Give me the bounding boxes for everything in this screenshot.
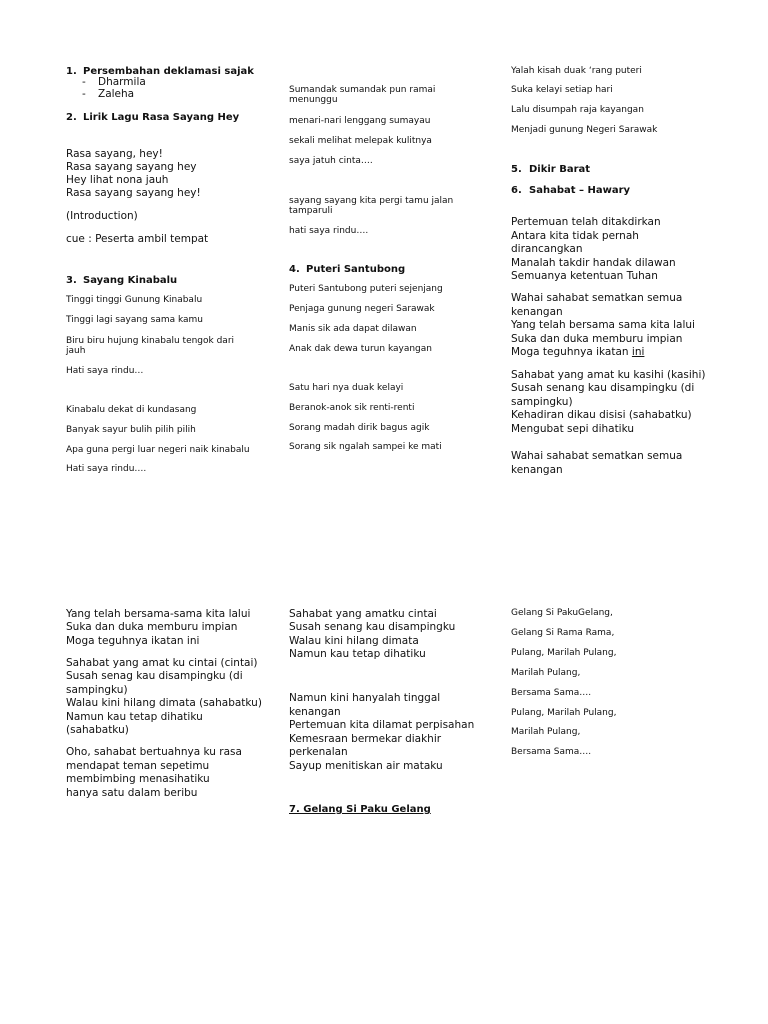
lyric-line: Rasa sayang sayang hey [66, 161, 197, 173]
lyric-line: Sahabat yang amat ku kasihi (kasihi) [511, 369, 706, 381]
lyric-line: perkenalan [289, 746, 348, 758]
lyric-line: Susah senang kau disampingku (di [511, 382, 695, 394]
lyric-line: saya jatuh cinta…. [289, 156, 373, 166]
lyric-line: Sumandak sumandak pun ramai [289, 85, 436, 95]
lyric-line: Namun kau tetap dihatiku [66, 711, 203, 723]
dash-2: - [82, 88, 86, 100]
lyric-line: Rasa sayang sayang hey! [66, 187, 201, 199]
lyric-line: mendapat teman sepetimu [66, 760, 210, 772]
lyric-line: Sorang sik ngalah sampei ke mati [289, 442, 442, 452]
lyric-line: Yang telah bersama-sama kita lalui [66, 608, 251, 620]
dash-1: - [82, 76, 86, 88]
lyric-line: kenangan [289, 706, 341, 718]
lyric-line: Satu hari nya duak kelayi [289, 383, 404, 393]
lyric-line: hati saya rindu…. [289, 226, 369, 236]
lyric-line: dirancangkan [511, 243, 583, 255]
lyric-line: menunggu [289, 95, 338, 105]
lyric-line: Hati saya rindu…. [66, 464, 147, 474]
underlined-word: ini [631, 346, 645, 358]
lyric-line: Banyak sayur bulih pilih pilih [66, 425, 196, 435]
heading-4: Puteri Santubong [306, 264, 406, 275]
lyric-line: Moga teguhnya ikatan ini [511, 346, 645, 358]
lyric-line: Pertemuan kita dilamat perpisahan [289, 719, 475, 731]
lyric-line: Suka kelayi setiap hari [511, 85, 613, 95]
heading-2-number: 2. [66, 112, 77, 123]
lyric-line: hanya satu dalam beribu [66, 787, 198, 799]
lyric-line: Puteri Santubong puteri sejenjang [289, 284, 443, 294]
lyric-line: Anak dak dewa turun kayangan [289, 344, 432, 354]
lyric-line: Kehadiran dikau disisi (sahabatku) [511, 409, 692, 421]
bullet-zaleha: Zaleha [98, 88, 135, 100]
lyric-line: Penjaga gunung negeri Sarawak [289, 304, 435, 314]
lyric-line: Antara kita tidak pernah [511, 230, 639, 242]
lyric-line: Moga teguhnya ikatan ini [66, 635, 200, 647]
lyric-line: Namun kini hanyalah tinggal [289, 692, 441, 704]
lyric-line: Beranok-anok sik renti-renti [289, 403, 415, 413]
lyric-line: Oho, sahabat bertuahnya ku rasa [66, 746, 242, 758]
lyric-line: Sahabat yang amat ku cintai (cintai) [66, 657, 258, 669]
lyric-line: kenangan [511, 306, 563, 318]
lyric-line: Hey lihat nona jauh [66, 174, 169, 186]
heading-1: Persembahan deklamasi sajak [83, 66, 254, 77]
lyric-line: sampingku) [66, 684, 128, 696]
lyric-line: Sayup menitiskan air mataku [289, 760, 443, 772]
lyric-line: Menjadi gunung Negeri Sarawak [511, 125, 658, 135]
lyric-line: Susah senag kau disampingku (di [66, 670, 243, 682]
lyric-line: jauh [66, 346, 86, 356]
lyric-line: Yang telah bersama sama kita lalui [511, 319, 695, 331]
lyric-line: membimbing menasihatiku [66, 773, 210, 785]
lyric-line: Hati saya rindu… [66, 366, 144, 376]
lyric-line: Wahai sahabat sematkan semua [511, 292, 683, 304]
lyric-line: Marilah Pulang, [511, 668, 581, 678]
lyric-line: Apa guna pergi luar negeri naik kinabalu [66, 445, 250, 455]
lyric-line: Lalu disumpah raja kayangan [511, 105, 644, 115]
heading-3: Sayang Kinabalu [83, 275, 178, 286]
intro-note: (Introduction) [66, 210, 138, 222]
lyric-line: Gelang Si Rama Rama, [511, 628, 615, 638]
lyric-line: sampingku) [511, 396, 573, 408]
lyric-line: Susah senang kau disampingku [289, 621, 456, 633]
heading-1-number: 1. [66, 66, 77, 77]
lyric-line: Manis sik ada dapat dilawan [289, 324, 417, 334]
heading-2: Lirik Lagu Rasa Sayang Hey [83, 112, 240, 123]
lyric-line: Walau kini hilang dimata [289, 635, 419, 647]
heading-6: Sahabat – Hawary [529, 185, 631, 196]
heading-7: 7. Gelang Si Paku Gelang [289, 804, 431, 815]
lyric-line: Manalah takdir handak dilawan [511, 257, 676, 269]
lyric-line: Sorang madah dirik bagus agik [289, 423, 430, 433]
lyric-line: Tinggi tinggi Gunung Kinabalu [66, 295, 203, 305]
lyric-line: Marilah Pulang, [511, 727, 581, 737]
lyric-line: Pulang, Marilah Pulang, [511, 648, 617, 658]
lyric-line: sekali melihat melepak kulitnya [289, 136, 432, 146]
cue-note: cue : Peserta ambil tempat [66, 233, 209, 245]
lyric-line: Rasa sayang, hey! [66, 148, 163, 160]
lyric-line: Namun kau tetap dihatiku [289, 648, 426, 660]
heading-3-number: 3. [66, 275, 77, 286]
lyric-line: Yalah kisah duak ‘rang puteri [511, 66, 642, 76]
lyric-line: Biru biru hujung kinabalu tengok dari [66, 336, 235, 346]
lyric-line: Kinabalu dekat di kundasang [66, 405, 197, 415]
heading-4-number: 4. [289, 264, 300, 275]
lyric-line: (sahabatku) [66, 724, 129, 736]
lyric-line: Kemesraan bermekar diakhir [289, 733, 442, 745]
lyric-line: Semuanya ketentuan Tuhan [511, 270, 658, 282]
lyric-line: Bersama Sama…. [511, 688, 592, 698]
lyric-line: Tinggi lagi sayang sama kamu [66, 315, 204, 325]
lyric-line: Wahai sahabat sematkan semua [511, 450, 683, 462]
lyric-line: menari-nari lenggang sumayau [289, 116, 431, 126]
lyric-line: Pertemuan telah ditakdirkan [511, 216, 661, 228]
lyric-line: tamparuli [289, 206, 333, 216]
lyric-line: Bersama Sama…. [511, 747, 592, 757]
lyric-line: kenangan [511, 464, 563, 476]
lyric-line: Walau kini hilang dimata (sahabatku) [66, 697, 262, 709]
heading-5-number: 5. [511, 164, 522, 175]
bullet-dharmila: Dharmila [98, 76, 146, 88]
lyric-line: sayang sayang kita pergi tamu jalan [289, 196, 454, 206]
lyric-line: Gelang Si PakuGelang, [511, 608, 613, 618]
heading-6-number: 6. [511, 185, 522, 196]
lyric-line: Sahabat yang amatku cintai [289, 608, 437, 620]
lyric-line: Mengubat sepi dihatiku [511, 423, 635, 435]
lyric-line: Pulang, Marilah Pulang, [511, 708, 617, 718]
lyric-line: Suka dan duka memburu impian [66, 621, 238, 633]
heading-5: Dikir Barat [529, 164, 591, 175]
lyric-line: Suka dan duka memburu impian [511, 333, 683, 345]
